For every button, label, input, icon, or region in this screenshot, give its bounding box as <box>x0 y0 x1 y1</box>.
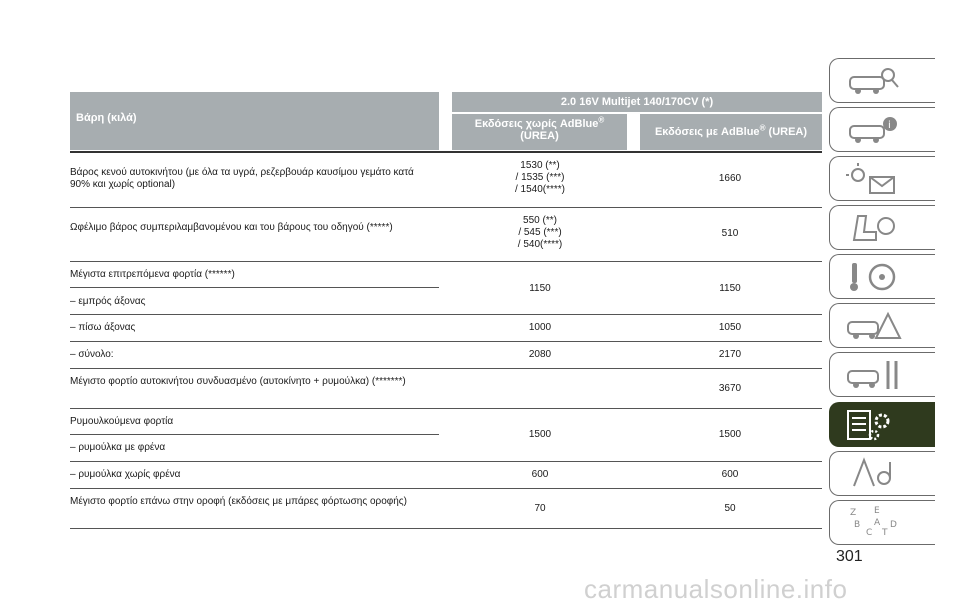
tab-car-info[interactable] <box>829 107 935 152</box>
car-search-icon <box>844 63 904 99</box>
tab-specifications[interactable] <box>829 402 935 447</box>
tab-dashboard-lights[interactable] <box>829 156 935 201</box>
dashboard-lights-icon <box>844 161 904 197</box>
tab-media[interactable] <box>829 451 935 496</box>
car-info-icon <box>844 112 904 148</box>
tab-maintenance[interactable] <box>829 352 935 397</box>
row-payload-v2: 510 <box>721 228 739 239</box>
header-with-adblue: Εκδόσεις με AdBlue® (UREA) <box>640 114 822 150</box>
safety-seat-icon <box>844 210 904 246</box>
row-payload-label: Ωφέλιμο βάρος συμπεριλαμβανομένου και του βάρους του οδηγού (*****) <box>70 222 393 233</box>
header-weights-label: Βάρη (κιλά) <box>76 112 137 124</box>
row-max-loads-label: Μέγιστα επιτρεπόμενα φορτία (******) <box>70 269 235 280</box>
header-weights <box>70 92 439 150</box>
media-icon <box>844 456 904 492</box>
row-payload-v1: 550 (**) / 545 (***) / 540(****) <box>517 215 563 250</box>
row-front-axle-v2: 1150 <box>719 283 741 294</box>
row-roof-load-label: Μέγιστο φορτίο επάνω στην οροφή (εκδόσεις με μπάρες φόρτωσης οροφής) <box>70 496 407 507</box>
index-letter: E <box>874 506 880 516</box>
row-combined-v2: 3670 <box>718 383 742 394</box>
row-unbraked-trailer-label: – ρυμούλκα χωρίς φρένα <box>70 469 181 480</box>
page-number: 301 <box>836 548 863 565</box>
row-towed-label: Ρυμουλκούμενα φορτία <box>70 416 174 427</box>
tab-steering[interactable] <box>829 254 935 299</box>
row-roof-load-v1: 70 <box>534 503 546 514</box>
tab-car-search[interactable] <box>829 58 935 103</box>
header-rule <box>70 151 822 153</box>
index-letter: C <box>866 528 873 538</box>
row-rear-axle-v1: 1000 <box>528 322 552 333</box>
index-letter: T <box>882 528 888 538</box>
row-combined-label: Μέγιστο φορτίο αυτοκινήτου συνδυασμένο (αυτοκίνητο + ρυμούλκα) (*******) <box>70 376 406 387</box>
row-front-axle-label: – εμπρός άξονας <box>70 296 146 307</box>
steering-icon <box>844 259 904 295</box>
index-letter: A <box>874 518 881 528</box>
tab-index[interactable] <box>829 500 935 545</box>
row-total-v1: 2080 <box>528 349 552 360</box>
row-braked-trailer-v2: 1500 <box>718 429 742 440</box>
watermark: carmanualsonline.info <box>584 574 848 604</box>
header-engine <box>452 92 822 150</box>
specifications-gear-icon <box>844 407 904 443</box>
row-braked-trailer-v1: 1500 <box>528 429 552 440</box>
tab-safety[interactable] <box>829 205 935 250</box>
row-front-axle-v1: 1150 <box>529 283 551 294</box>
row-braked-trailer-label: – ρυμούλκα με φρένα <box>70 442 166 453</box>
row-unbraked-trailer-v1: 600 <box>531 469 549 480</box>
row-roof-load-v2: 50 <box>724 503 736 514</box>
row-rear-axle-label: – πίσω άξονας <box>70 322 136 333</box>
row-unbraked-trailer-v2: 600 <box>721 469 739 480</box>
index-letters-icon <box>844 505 904 541</box>
svg-text:i: i <box>888 120 891 131</box>
car-wrench-icon <box>844 357 904 393</box>
row-empty-weight-v2: 1660 <box>718 173 742 184</box>
engine-header: 2.0 16V Multijet 140/170CV (*) <box>452 92 822 112</box>
row-rear-axle-v2: 1050 <box>718 322 742 333</box>
index-letter: D <box>890 520 897 530</box>
row-total-label: – σύνολο: <box>70 349 114 360</box>
header-without-adblue: Εκδόσεις χωρίς AdBlue® (UREA) <box>452 114 627 150</box>
warning-triangle-icon <box>844 308 904 344</box>
row-total-v2: 2170 <box>718 349 742 360</box>
index-letter: B <box>854 520 861 530</box>
index-letter: Z <box>850 508 857 518</box>
row-empty-weight-label: Βάρος κενού αυτοκινήτου (με όλα τα υγρά, ρεζερβουάρ καυσίμου γεμάτο κατά 90% και χωρίς optional) <box>70 167 414 190</box>
tab-warning[interactable] <box>829 303 935 348</box>
row-empty-weight-v1: 1530 (**) / 1535 (***) / 1540(****) <box>514 160 566 195</box>
